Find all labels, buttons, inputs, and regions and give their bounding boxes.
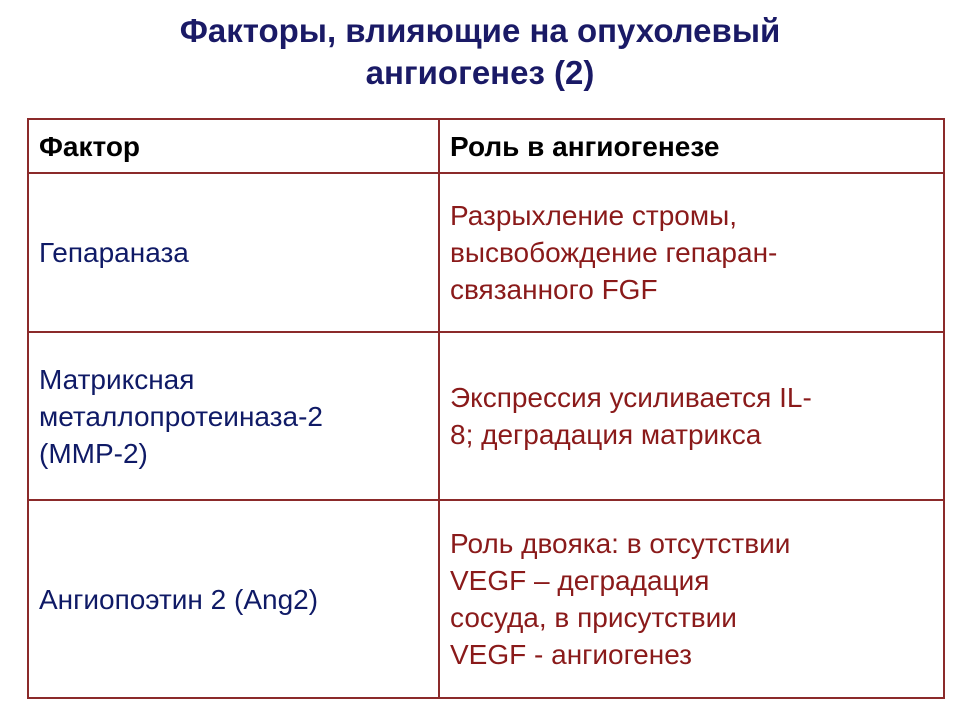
role-line: Роль двояка: в отсутствии (450, 528, 791, 559)
factor-line: Матриксная (39, 363, 195, 395)
title-line-1: Факторы, влияющие на опухолевый (179, 12, 781, 49)
table-header-row (28, 119, 944, 173)
factor-line: (MMP-2) (39, 437, 148, 469)
role-line: связанного FGF (450, 274, 658, 305)
role-line: VEGF - ангиогенез (450, 639, 693, 670)
role-line: VEGF – деградация (450, 565, 710, 596)
role-line: 8; деградация матрикса (450, 419, 762, 450)
factors-table (27, 118, 945, 699)
table-row (28, 332, 944, 500)
factor-cell (28, 332, 439, 500)
factor-cell (28, 173, 439, 332)
role-cell (439, 500, 944, 698)
role-line: сосуда, в присутствии (450, 602, 737, 633)
factor-line: металлопротеиназа-2 (39, 400, 323, 432)
role-line: Экспрессия усиливается IL- (450, 382, 812, 413)
table-row (28, 500, 944, 698)
role-cell (439, 332, 944, 500)
role-line: высвобождение гепаран- (450, 237, 778, 268)
table-row (28, 173, 944, 332)
title-line-2: ангиогенез (2) (365, 54, 595, 91)
factor-cell (28, 500, 439, 698)
slide-title (0, 10, 960, 94)
header-factor: Фактор (28, 119, 439, 173)
header-role: Роль в ангиогенезе (439, 119, 944, 173)
role-line: Разрыхление стромы, (450, 200, 738, 231)
factor-line: Гепараназа (39, 237, 189, 268)
factor-line: Ангиопоэтин 2 (Ang2) (39, 583, 319, 615)
role-cell (439, 173, 944, 332)
